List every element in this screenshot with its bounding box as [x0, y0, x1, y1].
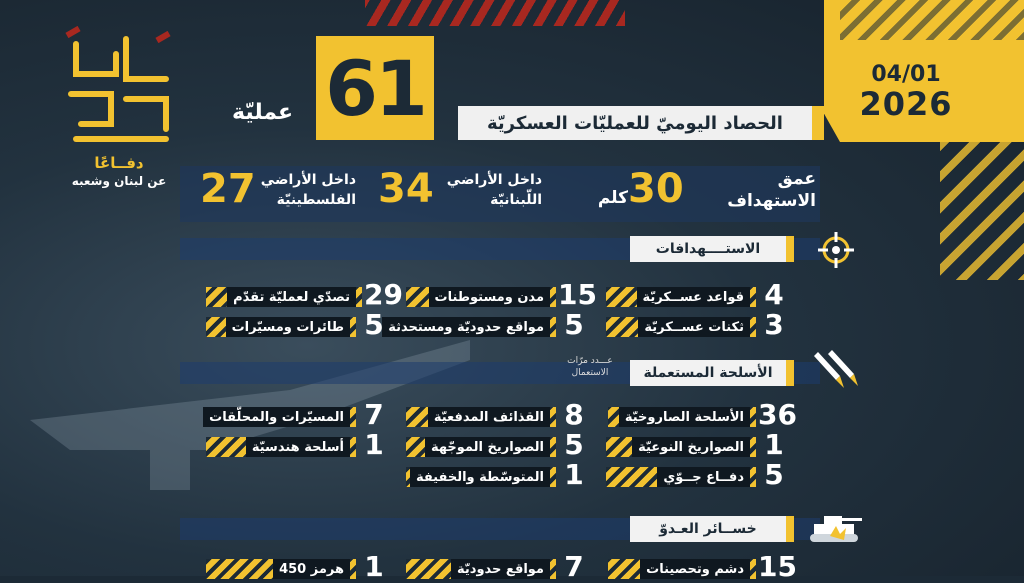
- depth-unit: كلم: [597, 188, 628, 208]
- palestine-label: داخل الأراضي الفلسطينيّة: [260, 172, 356, 208]
- logo-slogan: دفــاعًا: [94, 154, 144, 172]
- weapon-item: أسلحة هندسيّة 1: [200, 434, 390, 460]
- target-item: تصدّي لعمليّة تقدّم 29: [200, 284, 396, 310]
- date-day-month: 04/01: [871, 62, 941, 87]
- side-stripes-decoration: [940, 140, 1024, 280]
- weapon-item: الصواريخ الموجّهة 5: [400, 434, 590, 460]
- weapon-item: الصواريخ النوعيّة 1: [600, 434, 790, 460]
- weapons-section-title: الأسلحة المستعملة: [630, 360, 786, 386]
- weapon-item: الأسلحة الصاروخيّة 36: [600, 404, 790, 430]
- top-stripes-decoration: [365, 0, 625, 26]
- target-item: مدن ومستوطنات 15: [400, 284, 590, 310]
- target-item: طائرات ومسيّرات 5: [200, 314, 390, 340]
- target-item: مواقع حدوديّة ومستحدثة 5: [400, 314, 590, 340]
- weapon-item: دفــاع جــوّي 5: [600, 464, 790, 490]
- page-title: الحصاد اليوميّ للعمليّات العسكريّة: [458, 106, 812, 140]
- date: [836, 62, 976, 121]
- loss-item: هرمز 450 1: [200, 556, 390, 582]
- target-item: ثكنات عســكريّة 3: [600, 314, 790, 340]
- missiles-icon: [810, 346, 860, 396]
- tank-icon: [806, 506, 866, 550]
- loss-item: مواقع حدوديّة 7: [400, 556, 590, 582]
- lebanon-count: 34: [378, 166, 434, 212]
- crosshair-icon: [818, 232, 854, 268]
- loss-item: دشم وتحصينات 15: [600, 556, 790, 582]
- losses-section-title: خســائر العـدوّ: [630, 516, 786, 542]
- operations-count: 61: [316, 36, 434, 140]
- operations-label: عمليّة: [232, 100, 294, 125]
- targets-section-title: الاستــــهدافات: [630, 236, 786, 262]
- corner-stripes-decoration: [840, 0, 1024, 40]
- weapon-item: المسيّرات والمحلّقات 7: [200, 404, 390, 430]
- usage-count-note: عـــدد مرّات الاستعمال: [567, 356, 613, 378]
- date-year: 2026: [859, 85, 953, 123]
- weapon-item: المتوسّطة والخفيفة 1: [400, 464, 590, 490]
- depth-value: 30: [628, 166, 684, 212]
- palestine-count: 27: [200, 166, 256, 212]
- logo-subtitle: عن لبنان وشعبه: [71, 174, 167, 188]
- weapon-item: القذائف المدفعيّة 8: [400, 404, 590, 430]
- target-item: قواعد عســكريّة 4: [600, 284, 790, 310]
- lebanon-label: داخل الأراضي اللّبنانيّة: [446, 172, 542, 208]
- depth-label: عمق الاستهداف: [727, 169, 816, 211]
